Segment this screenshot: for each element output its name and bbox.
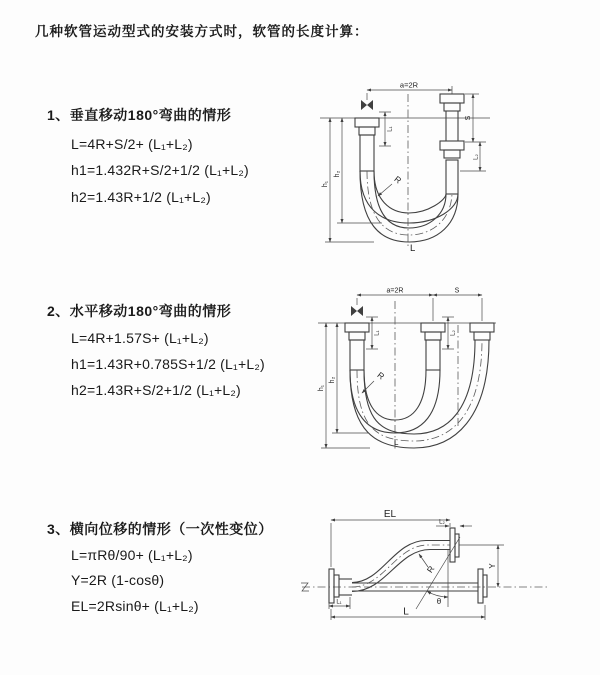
section-1-formula-L: L=4R+S/2+ (L₁+L₂): [71, 136, 193, 152]
section-2-formula-L: L=4R+1.57S+ (L₁+L₂): [71, 330, 209, 346]
valve-bowtie-icon: [351, 306, 363, 316]
braid-section: [350, 340, 364, 370]
dimension-h1: [318, 323, 370, 448]
section-3-formula-EL: EL=2Rsinθ+ (L₁+L₂): [71, 598, 199, 614]
section-2-formula-h1: h1=1.43R+0.785S+1/2 (L₁+L₂): [71, 356, 265, 372]
middle-hose-end: [421, 323, 445, 370]
dim-label-s: S: [454, 287, 460, 295]
right-hose-end: [470, 323, 494, 340]
section-1-formula-h2: h2=1.43R+1/2 (L₁+L₂): [71, 189, 211, 205]
dim-label-l2: L₂: [450, 330, 457, 336]
dim-label-h2: h₂: [329, 376, 336, 384]
lower-right-flange: [478, 569, 487, 603]
dim-label-l1: L₁: [374, 330, 381, 336]
diagram-horizontal-180-bend: [310, 283, 550, 455]
dim-label-h1: h₁: [322, 180, 329, 188]
dim-label-y: Y: [488, 563, 497, 569]
hose-displaced-position: [352, 541, 450, 592]
dimension-a-2r: [357, 288, 482, 322]
diagram-vertical-180-bend: [312, 76, 552, 254]
section-1-formula-h1: h1=1.432R+S/2+1/2 (L₁+L₂): [71, 162, 249, 178]
dim-label-el: EL: [383, 509, 397, 520]
radius-label: R: [424, 563, 437, 575]
dimension-l2: [442, 317, 457, 349]
braid-section: [360, 135, 374, 171]
section-2-heading: 2、水平移动180°弯曲的情形: [47, 303, 232, 319]
hose-u-curves: [350, 340, 489, 448]
dimension-el: [331, 509, 450, 567]
valve-bowtie-icon: [361, 100, 373, 110]
diagram-lateral-displacement: [298, 505, 560, 650]
dim-label-h2: h₂: [334, 170, 341, 178]
section-3-formula-L: L=πRθ/90+ (L₁+L₂): [71, 547, 193, 563]
section-3-heading: 3、横向位移的情形（一次性变位）: [47, 521, 273, 537]
dimension-s: [433, 288, 482, 296]
braid-section: [446, 160, 458, 194]
radius-callout: [362, 370, 386, 393]
radius-label: R: [375, 369, 387, 382]
section-3-formula-Y: Y=2R (1-cosθ): [71, 572, 165, 588]
reference-lines: [301, 583, 550, 591]
braid-section: [426, 340, 440, 370]
radius-callout: [419, 554, 436, 575]
length-label: L: [403, 606, 409, 618]
angle-label: θ: [436, 597, 442, 606]
hose-u-curves: [360, 171, 458, 242]
dim-label-a2r: a=2R: [399, 80, 419, 90]
radius-callout: [378, 174, 403, 196]
dim-label-l1: L₁: [336, 599, 342, 606]
dimension-a-2r: [367, 81, 452, 91]
left-hose-end: [345, 306, 369, 370]
left-flange: [329, 569, 352, 603]
dim-label-h1: h₁: [318, 384, 325, 392]
page-title: 几种软管运动型式的安装方式时，软管的长度计算：: [35, 24, 369, 39]
dim-label-l2: L₂: [473, 154, 480, 160]
dim-label-a2r: a=2R: [386, 287, 404, 295]
section-1-heading: 1、垂直移动180°弯曲的情形: [47, 107, 232, 123]
right-hose-end: [440, 86, 464, 194]
dimension-y: [459, 545, 504, 587]
length-label: L: [394, 438, 399, 447]
dimension-l2: [436, 520, 472, 527]
dimension-l1: [366, 317, 381, 349]
dimension-l: [331, 605, 485, 620]
radius-label: R: [392, 173, 404, 186]
dim-label-l1: L₁: [387, 126, 394, 132]
section-2-formula-h2: h2=1.43R+S/2+1/2 (L₁+L₂): [71, 382, 241, 398]
dim-label-l2: L₂: [439, 519, 445, 526]
dimension-h1: [322, 118, 374, 242]
length-label: L: [410, 243, 416, 254]
angle-construction: [416, 537, 460, 609]
dimension-l1: [379, 112, 394, 146]
left-hose-end: [355, 93, 379, 171]
dim-label-s: S: [465, 115, 472, 121]
upper-right-flange: [450, 528, 459, 562]
